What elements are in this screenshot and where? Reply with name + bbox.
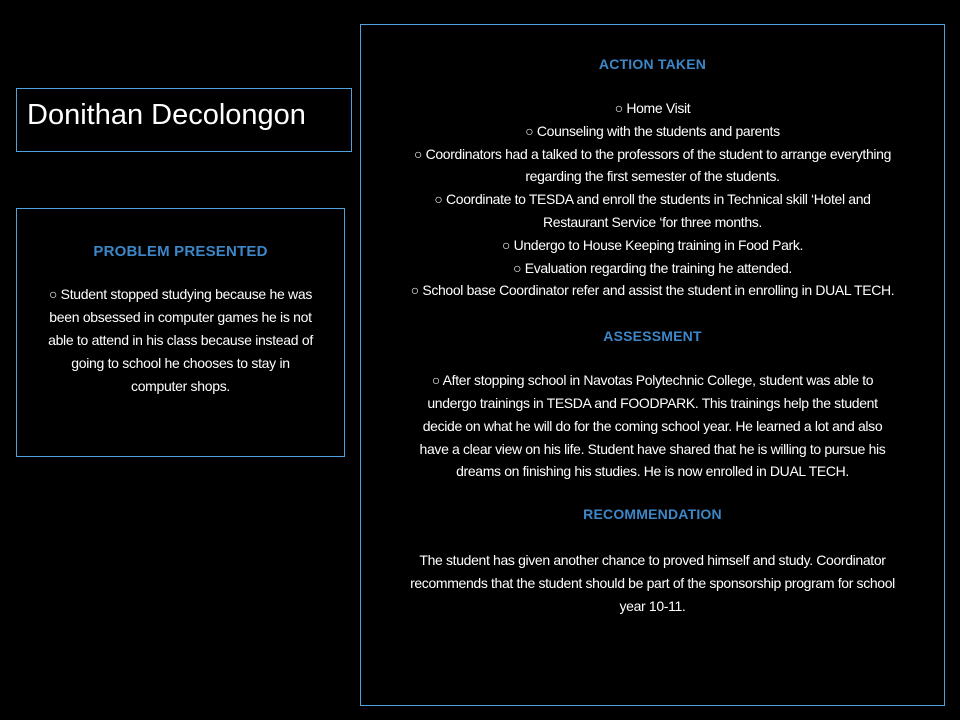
action-taken-heading: ACTION TAKEN: [598, 56, 707, 72]
recommendation-line: year 10-11.: [619, 597, 686, 614]
assessment-heading: ASSESSMENT: [603, 328, 702, 345]
action-line: ○ Coordinate to TESDA and enroll the students in Technical skill ‘Hotel and: [434, 191, 871, 208]
problem-line: been obsessed in computer games he is not: [49, 309, 312, 325]
action-line: ○ Evaluation regarding the training he attended.: [513, 259, 792, 276]
problem-presented-box: [16, 208, 345, 457]
action-line: regarding the first semester of the students.: [525, 168, 780, 185]
assessment-text: [367, 369, 938, 483]
action-line: Restaurant Service ‘for three months.: [543, 213, 762, 230]
action-line: ○ Coordinators had a talked to the professors of the student to arrange everything: [413, 145, 892, 162]
problem-line: able to attend in his class because instead of: [48, 332, 313, 348]
assessment-line: undergo trainings in TESDA and FOODPARK. This trainings help the student: [427, 394, 878, 411]
recommendation-line: The student has given another chance to proved himself and study. Coordinator: [419, 552, 886, 569]
problem-line: computer shops.: [131, 378, 230, 394]
action-line: ○ Counseling with the students and parents: [525, 122, 780, 139]
action-line: ○ School base Coordinator refer and assist the student in enrolling in DUAL TECH.: [410, 282, 895, 299]
problem-line: going to school he chooses to stay in: [71, 355, 290, 371]
recommendation-text: [367, 549, 938, 617]
case-details-box: [360, 24, 945, 706]
assessment-line: have a clear view on his life. Student have shared that he is willing to pursue his: [419, 440, 886, 457]
action-line: ○ Home Visit: [614, 100, 691, 116]
problem-heading: PROBLEM PRESENTED: [93, 243, 268, 260]
student-name-box: [16, 88, 352, 152]
assessment-line: ○ After stopping school in Navotas Polytechnic College, student was able to: [431, 372, 874, 389]
student-name: Donithan Decolongon: [27, 99, 306, 131]
recommendation-heading: RECOMMENDATION: [583, 506, 722, 523]
assessment-line: dreams on finishing his studies. He is now enrolled in DUAL TECH.: [456, 463, 849, 480]
recommendation-line: recommends that the student should be part of the sponsorship program for school: [410, 574, 895, 591]
action-line: ○ Undergo to House Keeping training in Food Park.: [501, 236, 804, 253]
assessment-line: decide on what he will do for the coming school year. He learned a lot and also: [422, 417, 883, 434]
action-taken-list: [367, 97, 938, 302]
problem-text: [23, 283, 338, 398]
problem-line: ○ Student stopped studying because he was: [48, 286, 313, 302]
